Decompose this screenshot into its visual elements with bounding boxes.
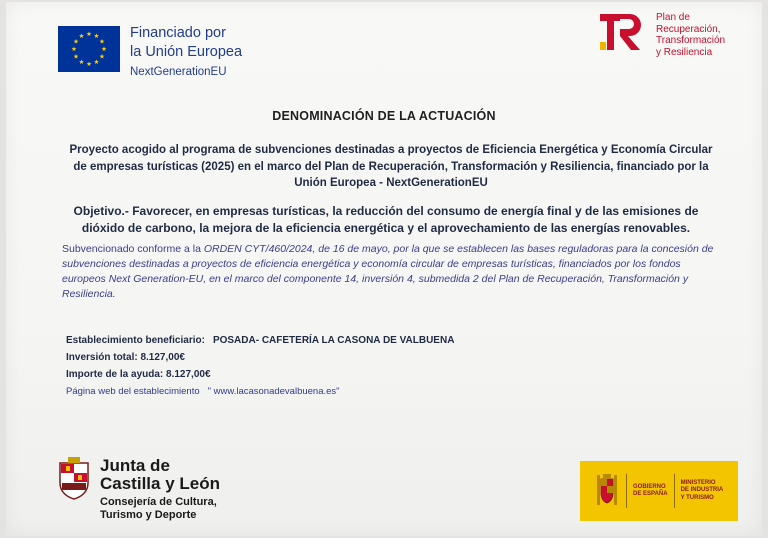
investment-value: 8.127,00€ <box>140 352 185 363</box>
aid-line <box>66 369 211 380</box>
beneficiary-value: POSADA- CAFETERÍA LA CASONA DE VALBUENA <box>212 335 455 346</box>
eu-logo-line3: NextGenerationEU <box>130 66 227 78</box>
ministerio-line3: Y TURISMO <box>680 494 714 501</box>
prtr-logo <box>598 10 725 58</box>
eu-star-icon <box>100 39 105 44</box>
project-objective: Objetivo.- Favorecer, en empresas turísticas, la reducción del consumo de energía final y de las emisiones de dióxido de carbono, la mejora de la eficiencia energética y el aprovechamiento de las energías renovables. <box>73 204 699 235</box>
spain-coat-of-arms-icon <box>594 473 620 509</box>
aid-value: 8.127,00€ <box>166 369 211 380</box>
eu-star-icon <box>72 46 77 51</box>
website-line <box>66 386 340 397</box>
gobierno-divider <box>626 474 627 508</box>
eu-funding-logo <box>58 24 242 80</box>
eu-star-icon <box>79 33 84 38</box>
project-intro: Proyecto acogido al programa de subvenciones destinadas a proyectos de Eficiencia Energética y Economía Circular de empresas turísticas (2025) en el marco del Plan de Recuperación, Transformación y Resiliencia, financiado por la Unión Europea - NextGenerationEU <box>69 144 713 189</box>
jcyl-line3: Consejería de Cultura, <box>100 496 217 508</box>
eu-star-icon <box>102 46 107 51</box>
prtr-line2: Recuperación, <box>656 23 721 35</box>
announcement-sheet <box>6 2 762 536</box>
jcyl-shield-icon <box>56 457 92 501</box>
ministerio-line1: MINISTERIO <box>680 479 716 486</box>
gobierno-line2: DE ESPAÑA <box>633 491 668 497</box>
jcyl-line4: Turismo y Deporte <box>100 509 197 521</box>
eu-logo-line1: Financiado por <box>130 25 226 41</box>
eu-logo-line2: la Unión Europea <box>130 44 243 60</box>
web-value: " www.lacasonadevalbuena.es" <box>207 386 340 397</box>
page-heading: DENOMINACIÓN DE LA ACTUACIÓN <box>272 109 496 123</box>
gobierno-logo <box>580 461 738 521</box>
eu-star-icon <box>87 61 92 66</box>
eu-star-icon <box>87 31 92 36</box>
investment-label: Inversión total: <box>66 352 138 363</box>
eu-star-icon <box>100 54 105 59</box>
gobierno-divider-2 <box>674 474 675 508</box>
prtr-line3: Transformación <box>656 35 726 46</box>
legal-body: ORDEN CYT/460/2024, de 16 de mayo, por la que se establecen las bases reguladoras para la concesión de subvenciones destinadas a proyectos de eficiencia energética y economía circular de empresas turísticas, financiados por los fondos europeos Next Generation-EU, en el marco del componente 14, inversión 4, submedida 2 del Plan de Recuperación, Transformación y Resiliencia. <box>62 243 714 300</box>
prtr-line1: Plan de <box>656 12 690 23</box>
eu-star-icon <box>74 54 79 59</box>
ministerio-line2: DE INDUSTRIA <box>680 487 724 494</box>
eu-star-icon <box>94 59 99 64</box>
eu-star-icon <box>94 33 99 38</box>
beneficiary-label: Establecimiento beneficiario: <box>66 335 205 346</box>
aid-label: Importe de la ayuda: <box>66 369 164 380</box>
gobierno-line1: GOBIERNO <box>633 483 666 490</box>
eu-star-icon <box>74 39 79 44</box>
prtr-line4: y Resiliencia <box>656 46 713 58</box>
prtr-mark-icon <box>598 10 646 54</box>
investment-line <box>66 352 185 363</box>
eu-star-icon <box>79 59 84 64</box>
jcyl-line2: Castilla y León <box>100 474 220 493</box>
legal-prefix: Subvencionado conforme a la <box>62 243 204 255</box>
eu-flag-icon <box>58 26 120 72</box>
beneficiary-line <box>66 335 454 346</box>
jcyl-logo <box>56 457 220 522</box>
jcyl-line1: Junta de <box>100 456 170 475</box>
web-label: Página web del establecimiento <box>66 386 200 397</box>
legal-basis <box>62 242 722 302</box>
